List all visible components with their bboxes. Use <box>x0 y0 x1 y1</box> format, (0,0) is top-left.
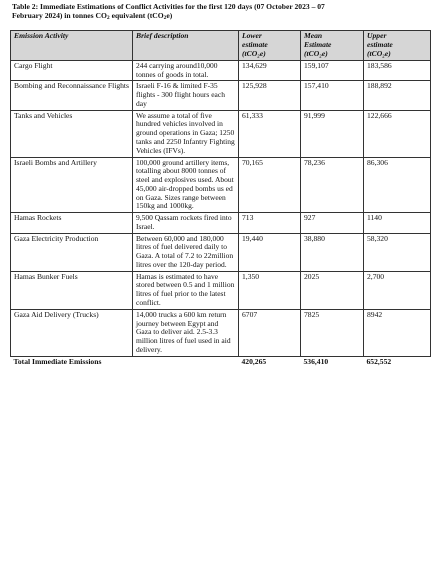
header-upper-line: estimate <box>367 39 393 49</box>
table-row <box>11 309 431 356</box>
mean-estimate-cell: 927 <box>301 213 364 234</box>
upper-estimate-cell: 188,892 <box>364 81 431 110</box>
upper-estimate-cell: 2,700 <box>364 271 431 309</box>
total-upper-cell: 652,552 <box>364 356 431 367</box>
mean-estimate-cell: 159,107 <box>301 60 364 81</box>
activity-cell: Israeli Bombs and Artillery <box>11 157 133 213</box>
mean-estimate-cell: 7825 <box>301 309 364 356</box>
upper-estimate-cell: 86,306 <box>364 157 431 213</box>
upper-estimate-cell: 8942 <box>364 309 431 356</box>
activity-cell: Cargo Flight <box>11 60 133 81</box>
lower-estimate-cell: 125,928 <box>239 81 301 110</box>
total-label: Total Immediate Emissions <box>11 356 239 367</box>
activity-cell: Tanks and Vehicles <box>11 110 133 157</box>
header-lower-line: estimate <box>242 39 268 49</box>
upper-estimate-cell: 122,666 <box>364 110 431 157</box>
table-row <box>11 271 431 309</box>
activity-cell: Hamas Bunker Fuels <box>11 271 133 309</box>
header-activity: Emission Activity <box>11 31 133 61</box>
description-cell: 100,000 ground artillery items, totalling about 8000 tonnes of steel and explosives used. About 45,000 air-dropped bombs us ed on Gaza. Sizes range between 150kg and 1000kg. <box>133 157 239 213</box>
description-cell: Israeli F-16 & limited F-35 flights - 300 flight hours each day <box>133 81 239 110</box>
upper-estimate-cell: 58,320 <box>364 233 431 271</box>
caption-line-1: Table 2: Immediate Estimations of Conflict Activities for the first 120 days (07 October 2023 – 07 <box>12 2 325 11</box>
description-cell: 9,500 Qassam rockets fired into Israel. <box>133 213 239 234</box>
mean-estimate-cell: 78,236 <box>301 157 364 213</box>
header-upper <box>364 31 431 61</box>
description-cell: 244 carrying around10,000 tonnes of goods in total. <box>133 60 239 81</box>
header-description: Brief description <box>133 31 239 61</box>
table-header-row <box>11 31 431 61</box>
description-cell: Hamas is estimated to have stored between 0.5 and 1 million litres of fuel prior to the latest conflict. <box>133 271 239 309</box>
activity-cell: Bombing and Reconnaissance Flights <box>11 81 133 110</box>
table-caption <box>12 2 430 21</box>
activity-cell: Gaza Electricity Production <box>11 233 133 271</box>
header-mean <box>301 31 364 61</box>
total-lower-cell: 420,265 <box>239 356 301 367</box>
caption-subscript: 2 <box>163 15 167 22</box>
caption-line-2-pre: February 2024) in tonnes CO <box>12 11 107 21</box>
header-upper-line: Upper <box>367 31 387 40</box>
header-lower <box>239 31 301 61</box>
lower-estimate-cell: 713 <box>239 213 301 234</box>
total-mean-cell: 536,410 <box>301 356 364 367</box>
mean-estimate-cell: 2025 <box>301 271 364 309</box>
lower-estimate-cell: 134,629 <box>239 60 301 81</box>
upper-estimate-cell: 183,586 <box>364 60 431 81</box>
lower-estimate-cell: 1,350 <box>239 271 301 309</box>
description-cell: 14,000 trucks a 600 km return journey between Egypt and Gaza to deliver aid. 2.5-3.3 million litres of fuel used in aid delivery. <box>133 309 239 356</box>
mean-estimate-cell: 38,880 <box>301 233 364 271</box>
lower-estimate-cell: 61,333 <box>239 110 301 157</box>
emissions-table <box>10 30 431 368</box>
caption-line-2-post: e) <box>166 11 173 21</box>
table-row <box>11 81 431 110</box>
lower-estimate-cell: 19,440 <box>239 233 301 271</box>
mean-estimate-cell: 157,410 <box>301 81 364 110</box>
table-row <box>11 213 431 234</box>
table-row <box>11 60 431 81</box>
table-row <box>11 233 431 271</box>
activity-cell: Gaza Aid Delivery (Trucks) <box>11 309 133 356</box>
description-cell: Between 60,000 and 180,000 litres of fuel delivered daily to Gaza. A total of 7.2 to 22million litres over the 120-day period. <box>133 233 239 271</box>
header-lower-line: (tCO₂e) <box>242 48 266 58</box>
caption-line-2-mid: equivalent (tCO <box>109 11 164 21</box>
lower-estimate-cell: 70,165 <box>239 157 301 213</box>
activity-cell: Hamas Rockets <box>11 213 133 234</box>
header-upper-line: (tCO₂e) <box>367 48 391 58</box>
header-mean-line: Mean <box>304 31 323 40</box>
header-mean-line: (tCO₂e) <box>304 48 328 58</box>
caption-subscript: 2 <box>106 15 110 22</box>
lower-estimate-cell: 6707 <box>239 309 301 356</box>
description-cell: We assume a total of five hundred vehicles involved in ground operations in Gaza; 1250 tanks and 2250 Infantry Fighting Vehicles (IFVs). <box>133 110 239 157</box>
table-row <box>11 157 431 213</box>
upper-estimate-cell: 1140 <box>364 213 431 234</box>
mean-estimate-cell: 91,999 <box>301 110 364 157</box>
header-mean-line: Estimate <box>304 39 332 49</box>
header-lower-line: Lower <box>242 31 262 40</box>
total-row <box>11 356 431 367</box>
table-row <box>11 110 431 157</box>
